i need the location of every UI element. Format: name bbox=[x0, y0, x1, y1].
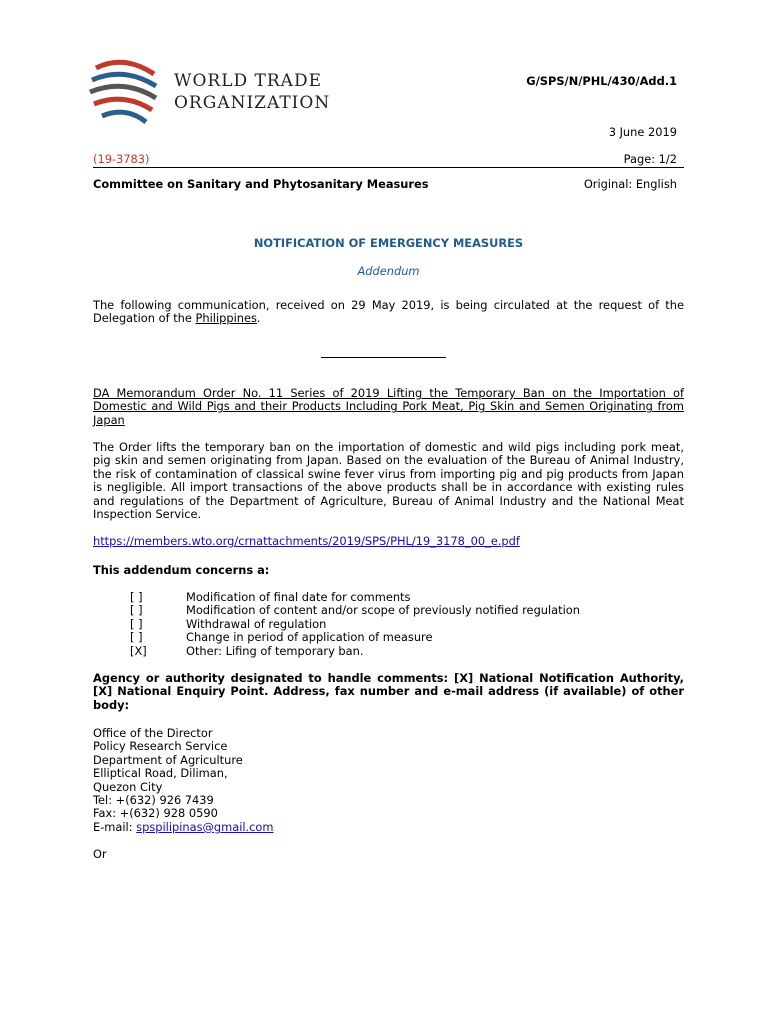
email-link[interactable]: spspilipinas@gmail.com bbox=[136, 819, 274, 834]
concern-checkbox-1: [ ] bbox=[130, 590, 143, 604]
intro-text: The following communication, received on 29 May 2019, is being circulated at the request of the Delegation of the bbox=[93, 298, 684, 326]
concern-checkbox-4: [ ] bbox=[130, 630, 143, 644]
concern-label-1: Modification of final date for comments bbox=[186, 590, 411, 604]
organization-name bbox=[174, 70, 330, 114]
country-name: Philippines bbox=[195, 311, 257, 326]
agency-heading: Agency or authority designated to handle comments: [X] National Notification Authority, [X] National Enquiry Point. Address, fax number and e-mail address (if available) of other body: bbox=[93, 671, 684, 712]
concerns-heading: This addendum concerns a: bbox=[93, 563, 270, 577]
telephone: Tel: +(632) 926 7439 bbox=[93, 793, 214, 808]
address-line-2: Policy Research Service bbox=[93, 739, 228, 754]
committee-name: Committee on Sanitary and Phytosanitary Measures bbox=[93, 177, 429, 191]
attachment-paragraph bbox=[93, 535, 684, 548]
concern-label-5: Other: Lifing of temporary ban. bbox=[186, 644, 364, 658]
email-line bbox=[93, 821, 684, 834]
org-line-2: ORGANIZATION bbox=[174, 93, 331, 113]
original-language: Original: English bbox=[583, 177, 677, 191]
org-line-1: WORLD TRADE bbox=[174, 71, 322, 91]
concern-checkbox-5: [X] bbox=[130, 644, 147, 658]
notification-subtitle: Addendum bbox=[357, 264, 420, 278]
email-label: E-mail: bbox=[93, 819, 137, 834]
concern-label-4: Change in period of application of measure bbox=[186, 630, 433, 644]
document-number: (19-3783) bbox=[93, 152, 150, 166]
intro-end: . bbox=[256, 311, 261, 326]
page-indicator: Page: 1/2 bbox=[623, 152, 677, 166]
concern-checkbox-3: [ ] bbox=[130, 617, 143, 631]
address-line-5: Quezon City bbox=[93, 779, 163, 794]
concern-checkbox-2: [ ] bbox=[130, 603, 143, 617]
address-line-4: Elliptical Road, Diliman, bbox=[93, 766, 228, 781]
fax: Fax: +(632) 928 0590 bbox=[93, 806, 218, 821]
order-body: The Order lifts the temporary ban on the importation of domestic and wild pigs including pork meat, pig skin and semen originating from Japan. Based on the evaluation of the Bureau of Animal Industry, the risk of contamination of classical swine fever virus from importing pig and pig products from Japan is negligible. All import transactions of the above products shall be in accordance with existing rules and regulations of the Department of Agriculture, Bureau of Animal Industry and the National Meat Inspection Service. bbox=[93, 440, 684, 522]
address-line-1: Office of the Director bbox=[93, 726, 213, 740]
attachment-link[interactable]: https://members.wto.org/crnattachments/2019/SPS/PHL/19_3178_00_e.pdf bbox=[93, 534, 520, 548]
concern-label-3: Withdrawal of regulation bbox=[186, 617, 327, 631]
intro-paragraph bbox=[93, 299, 684, 326]
wto-logo bbox=[84, 54, 164, 132]
document-symbol: G/SPS/N/PHL/430/Add.1 bbox=[526, 74, 677, 88]
address-line-3: Department of Agriculture bbox=[93, 752, 243, 767]
document-date: 3 June 2019 bbox=[608, 125, 677, 139]
notification-title: NOTIFICATION OF EMERGENCY MEASURES bbox=[253, 236, 524, 250]
separator-line bbox=[321, 357, 446, 358]
address-block bbox=[93, 727, 684, 834]
header-rule bbox=[93, 167, 684, 168]
or-text: Or bbox=[93, 847, 107, 861]
order-title: DA Memorandum Order No. 11 Series of 2019 Lifting the Temporary Ban on the Importation of Domestic and Wild Pigs and their Products Including Pork Meat, Pig Skin and Semen Originating from Japan bbox=[93, 386, 684, 427]
concern-label-2: Modification of content and/or scope of previously notified regulation bbox=[186, 603, 580, 617]
